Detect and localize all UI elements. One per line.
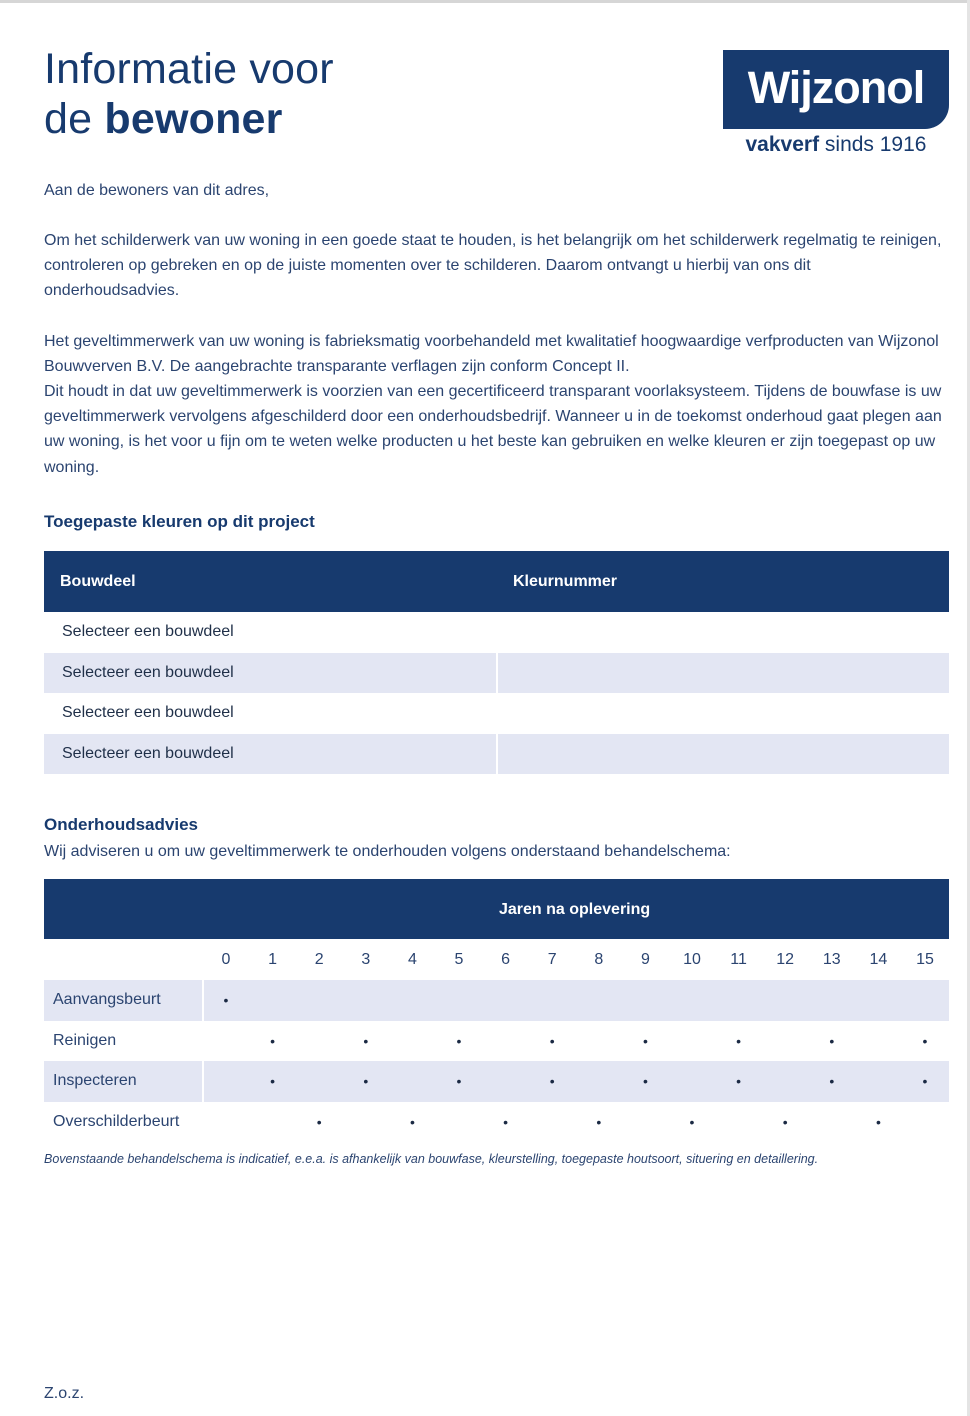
maintenance-intro: Wij adviseren u om uw geveltimmerwerk te onderhouden volgens onderstaand behandelschema:: [44, 843, 731, 860]
maintenance-schedule-table: [44, 879, 949, 1142]
schedule-dot-icon: •: [922, 1073, 928, 1089]
schedule-row: [44, 1102, 949, 1143]
schedule-dot-icon: •: [409, 1113, 415, 1130]
year-label: 4: [407, 951, 417, 968]
column-header-kleurnummer: Kleurnummer: [513, 573, 618, 590]
column-divider: [496, 653, 498, 694]
year-label: 12: [776, 951, 795, 968]
colors-table: [44, 551, 949, 774]
schedule-note: Bovenstaande behandelschema is indicatief, e.e.a. is afhankelijk van bouwfase, kleurstelling, toegepaste houtsoort, situering en detaillering.: [44, 1152, 819, 1166]
logo-tagline: [723, 133, 949, 157]
wijzonol-logo: [723, 50, 949, 129]
schedule-dot-icon: •: [782, 1113, 788, 1130]
years-row: [44, 939, 949, 980]
intro-paragraph-2a: Het geveltimmerwerk van uw woning is fabrieksmatig voorbehandeld met kwalitatief hoogwaardige verfproducten van Wijzonol Bouwverven B.V. De aangebrachte transparante verflagen zijn conform Concept II.: [44, 333, 939, 376]
year-label: 5: [454, 951, 464, 968]
year-label: 13: [822, 951, 841, 968]
year-label: 15: [916, 951, 934, 968]
schedule-dot-icon: •: [922, 1032, 928, 1049]
schedule-dot-icon: •: [642, 1073, 648, 1089]
schedule-dot-icon: •: [549, 1073, 555, 1089]
schedule-dot-icon: •: [596, 1113, 602, 1130]
bouwdeel-select[interactable]: Selecteer een bouwdeel: [62, 704, 234, 721]
schedule-header-title: Jaren na oplevering: [499, 901, 651, 918]
year-label: 8: [594, 951, 604, 968]
table-row: [44, 693, 949, 734]
maintenance-heading: Onderhoudsadvies: [44, 815, 198, 834]
schedule-dot-icon: •: [223, 992, 229, 1008]
logo-tagline-rest: sinds 1916: [819, 133, 927, 156]
schedule-row: [44, 1061, 949, 1102]
logo-wordmark: Wijzonol: [747, 62, 925, 113]
schedule-dot-icon: •: [829, 1073, 835, 1089]
schedule-row-label: Aanvangsbeurt: [53, 991, 161, 1008]
greeting: Aan de bewoners van dit adres,: [44, 182, 270, 199]
table-row: [44, 612, 949, 653]
bouwdeel-select[interactable]: Selecteer een bouwdeel: [62, 663, 234, 681]
year-label: 7: [547, 951, 557, 968]
schedule-dot-icon: •: [736, 1073, 742, 1089]
bouwdeel-select[interactable]: Selecteer een bouwdeel: [62, 744, 234, 762]
column-divider: [202, 980, 204, 1021]
schedule-dot-icon: •: [456, 1073, 462, 1089]
schedule-row-label: Overschilderbeurt: [53, 1112, 180, 1130]
schedule-row: [44, 980, 949, 1021]
title-line-2-bold: bewoner: [104, 95, 283, 143]
logo-tagline-bold: vakverf: [745, 133, 820, 156]
year-label: 9: [640, 951, 650, 968]
schedule-dot-icon: •: [270, 1032, 276, 1049]
title-line-1: Informatie voor: [44, 45, 334, 93]
year-label: 14: [869, 951, 888, 968]
schedule-dot-icon: •: [456, 1032, 462, 1049]
column-divider: [202, 1061, 204, 1102]
bouwdeel-select[interactable]: Selecteer een bouwdeel: [62, 623, 234, 640]
intro-paragraph-1: Om het schilderwerk van uw woning in een goede staat te houden, is het belangrijk om het schilderwerk regelmatig te reinigen, controleren op gebreken en op de juiste momenten over te schilderen. Daarom ontvangt u hierbij van ons dit onderhoudsadvies.: [44, 232, 942, 300]
year-label: 1: [268, 951, 278, 968]
title-line-2-prefix: de: [44, 95, 105, 143]
schedule-dot-icon: •: [829, 1032, 835, 1049]
table-row: [44, 734, 949, 775]
schedule-dot-icon: •: [363, 1073, 369, 1089]
page-turn-note: Z.o.z.: [44, 1385, 85, 1402]
schedule-dot-icon: •: [503, 1113, 509, 1130]
column-header-bouwdeel: Bouwdeel: [60, 573, 136, 590]
year-label: 0: [221, 951, 231, 968]
top-border: [0, 0, 970, 3]
colors-table-header: [44, 551, 949, 612]
intro-paragraph-2b: Dit houdt in dat uw geveltimmerwerk is voorzien van een gecertificeerd transparant voorlaksysteem. Tijdens de bouwfase is uw geveltimmerwerk vervolgens afgeschilderd door een onderhoudsbedrijf. Wanneer u in de toekomst onderhoud gaat plegen aan uw woning, is het voor u fijn om te weten welke producten u het beste kan gebruiken en welke kleuren er zijn toegepast op uw woning.: [44, 383, 942, 476]
schedule-dot-icon: •: [549, 1032, 555, 1049]
schedule-row: [44, 1021, 949, 1062]
table-row: [44, 653, 949, 694]
page-title: [44, 44, 334, 144]
schedule-dot-icon: •: [875, 1113, 881, 1130]
schedule-dot-icon: •: [689, 1113, 695, 1130]
year-label: 11: [730, 951, 747, 968]
schedule-row-label: Reinigen: [53, 1031, 117, 1049]
schedule-dot-icon: •: [270, 1073, 276, 1089]
schedule-row-label: Inspecteren: [53, 1072, 137, 1089]
year-label: 10: [683, 951, 701, 968]
year-label: 2: [314, 951, 324, 968]
colors-heading: Toegepaste kleuren op dit project: [44, 512, 315, 531]
schedule-dot-icon: •: [642, 1032, 648, 1049]
column-divider: [496, 734, 498, 775]
schedule-dot-icon: •: [316, 1113, 322, 1130]
year-label: 3: [361, 951, 371, 968]
schedule-dot-icon: •: [736, 1032, 742, 1049]
schedule-header: [44, 879, 949, 939]
year-label: 6: [501, 951, 511, 968]
schedule-dot-icon: •: [363, 1032, 369, 1049]
